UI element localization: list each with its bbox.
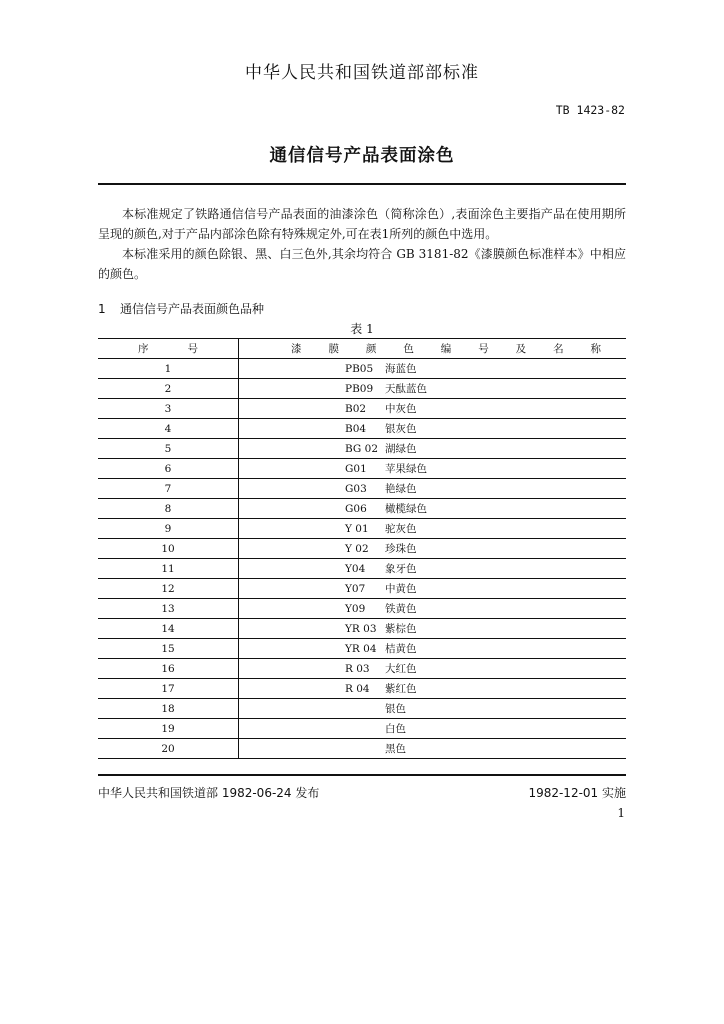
row-serial-number: 1	[98, 359, 239, 379]
table-row	[98, 679, 626, 699]
row-color-cell	[239, 399, 627, 419]
row-color-cell	[239, 719, 627, 739]
header-color-code-and-name	[239, 339, 627, 359]
intro-text	[98, 204, 626, 284]
header-name-char: 色	[403, 343, 414, 355]
row-serial-number: 12	[98, 579, 239, 599]
table-row	[98, 519, 626, 539]
color-code: B02	[345, 403, 367, 415]
row-color-cell	[239, 479, 627, 499]
header-serial-number	[98, 339, 239, 359]
row-color-cell	[239, 619, 627, 639]
color-name: 桔黄色	[385, 643, 417, 655]
color-name: 海蓝色	[385, 363, 417, 375]
color-name: 紫棕色	[385, 623, 417, 635]
color-name: 橄榄绿色	[385, 503, 427, 515]
color-name: 苹果绿色	[385, 463, 427, 475]
row-serial-number: 14	[98, 619, 239, 639]
table-row	[98, 599, 626, 619]
page-number: 1	[617, 806, 625, 820]
color-name: 大红色	[385, 663, 417, 675]
header-name-char: 漆	[291, 343, 302, 355]
table-row	[98, 639, 626, 659]
row-color-cell	[239, 439, 627, 459]
table-row	[98, 659, 626, 679]
color-code: Y07	[345, 583, 366, 595]
title-divider	[98, 183, 626, 185]
row-serial-number: 10	[98, 539, 239, 559]
color-code: Y 02	[345, 543, 369, 555]
color-code: Y04	[345, 563, 366, 575]
color-name: 铁黄色	[385, 603, 417, 615]
section-heading	[98, 300, 264, 317]
row-color-cell	[239, 739, 627, 759]
section-number: 1	[98, 302, 106, 316]
color-code: R 04	[345, 683, 370, 695]
color-name: 珍珠色	[385, 543, 417, 555]
table-row	[98, 479, 626, 499]
row-serial-number: 15	[98, 639, 239, 659]
row-color-cell	[239, 519, 627, 539]
row-serial-number: 7	[98, 479, 239, 499]
header-name-char: 称	[590, 343, 601, 355]
table-row	[98, 699, 626, 719]
color-name: 湖绿色	[385, 443, 417, 455]
row-serial-number: 19	[98, 719, 239, 739]
row-color-cell	[239, 419, 627, 439]
row-serial-number: 2	[98, 379, 239, 399]
standard-number: TB 1423-82	[555, 103, 625, 117]
header-name-char: 及	[515, 343, 527, 355]
header-serial-char: 序	[138, 343, 149, 355]
color-name: 中黄色	[385, 583, 417, 595]
row-serial-number: 9	[98, 519, 239, 539]
color-name: 银灰色	[385, 423, 417, 435]
color-code: B04	[345, 423, 367, 435]
section-title: 通信信号产品表面颜色品种	[120, 302, 265, 316]
row-serial-number: 18	[98, 699, 239, 719]
color-code: G06	[345, 503, 367, 515]
row-color-cell	[239, 639, 627, 659]
intro-paragraph-2: 本标准采用的颜色除银、黑、白三色外,其余均符合 GB 3181-82《漆膜颜色标准样本》中相应的颜色。	[98, 247, 626, 281]
row-color-cell	[239, 379, 627, 399]
color-name: 黑色	[385, 743, 406, 755]
row-color-cell	[239, 539, 627, 559]
table-row	[98, 499, 626, 519]
table-row	[98, 459, 626, 479]
row-serial-number: 4	[98, 419, 239, 439]
table-row	[98, 419, 626, 439]
effective-date: 1982-12-01 实施	[528, 786, 626, 800]
table-row	[98, 619, 626, 639]
color-name: 白色	[385, 723, 406, 735]
color-code: Y09	[345, 603, 366, 615]
table-row	[98, 719, 626, 739]
row-serial-number: 17	[98, 679, 239, 699]
color-code: G01	[345, 463, 367, 475]
row-serial-number: 11	[98, 559, 239, 579]
table-row	[98, 579, 626, 599]
table-row	[98, 439, 626, 459]
row-serial-number: 6	[98, 459, 239, 479]
issue-statement: 中华人民共和国铁道部 1982-06-24 发布	[98, 786, 320, 800]
color-name: 驼灰色	[385, 523, 417, 535]
row-color-cell	[239, 559, 627, 579]
row-serial-number: 8	[98, 499, 239, 519]
color-code: G03	[345, 483, 367, 495]
row-serial-number: 13	[98, 599, 239, 619]
row-color-cell	[239, 459, 627, 479]
row-color-cell	[239, 579, 627, 599]
color-name: 象牙色	[385, 563, 417, 575]
header-name-char: 颜	[365, 343, 377, 355]
header-name-char: 名	[553, 343, 564, 355]
row-serial-number: 3	[98, 399, 239, 419]
row-color-cell	[239, 599, 627, 619]
color-name: 银色	[385, 703, 406, 715]
color-code: PB05	[345, 363, 374, 375]
header-name-char: 号	[478, 343, 489, 355]
intro-paragraph-1: 本标准规定了铁路通信信号产品表面的油漆涂色（简称涂色）,表面涂色主要指产品在使用期所呈现的颜色,对于产品内部涂色除有特殊规定外,可在表1所列的颜色中选用。	[98, 207, 626, 241]
color-code: BG 02	[345, 443, 378, 455]
document-title: 通信信号产品表面涂色	[269, 146, 455, 166]
table-row	[98, 739, 626, 759]
row-color-cell	[239, 699, 627, 719]
color-name: 中灰色	[385, 403, 417, 415]
row-color-cell	[239, 679, 627, 699]
color-table	[98, 338, 626, 759]
color-code: YR 04	[345, 643, 377, 655]
row-serial-number: 20	[98, 739, 239, 759]
issuing-authority-header: 中华人民共和国铁道部部标准	[245, 63, 479, 83]
table-caption: 表 1	[350, 322, 374, 336]
table-row	[98, 399, 626, 419]
row-color-cell	[239, 359, 627, 379]
header-name-char: 膜	[328, 343, 339, 355]
color-code: Y 01	[345, 523, 369, 535]
header-serial-char: 号	[187, 343, 198, 355]
row-serial-number: 16	[98, 659, 239, 679]
table-row	[98, 539, 626, 559]
row-color-cell	[239, 499, 627, 519]
table-header-row	[98, 339, 626, 359]
row-serial-number: 5	[98, 439, 239, 459]
color-name: 艳绿色	[385, 483, 417, 495]
table-row	[98, 359, 626, 379]
row-color-cell	[239, 659, 627, 679]
color-name: 紫红色	[385, 683, 417, 695]
footer-divider	[98, 774, 626, 776]
color-code: R 03	[345, 663, 370, 675]
color-code: PB09	[345, 383, 374, 395]
header-name-char: 编	[440, 343, 452, 355]
color-code: YR 03	[345, 623, 377, 635]
table-row	[98, 559, 626, 579]
color-name: 天酞蓝色	[385, 383, 427, 395]
table-row	[98, 379, 626, 399]
